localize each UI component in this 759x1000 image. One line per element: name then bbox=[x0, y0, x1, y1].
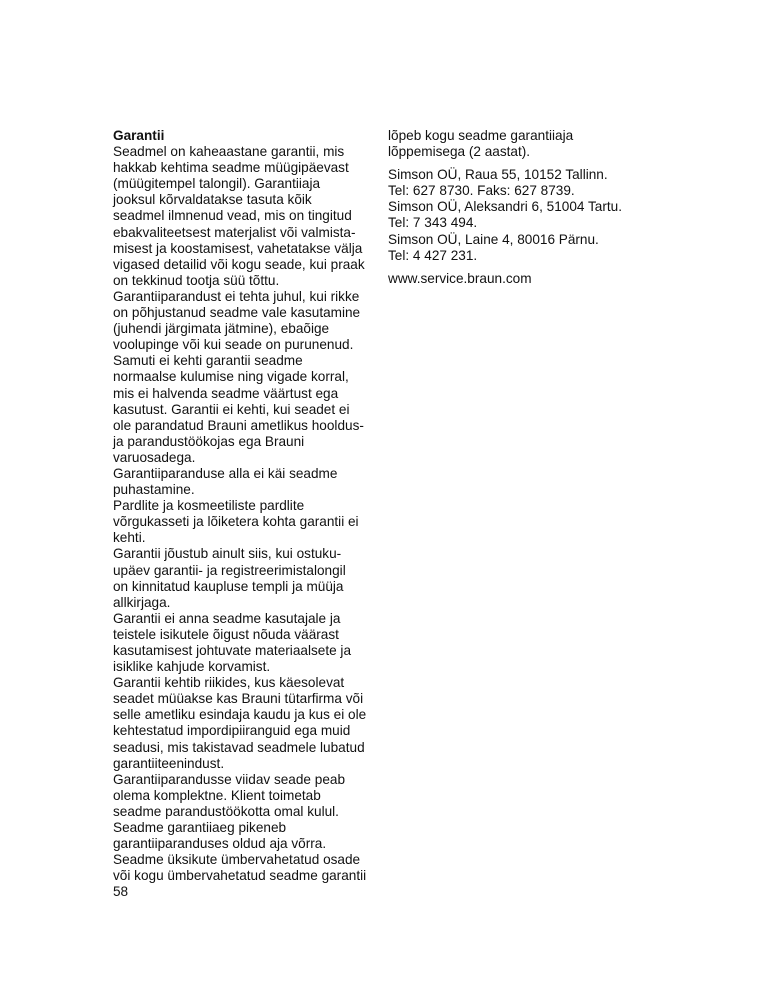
warranty-body bbox=[113, 144, 388, 884]
address-line: Simson OÜ, Laine 4, 80016 Pärnu. bbox=[388, 231, 599, 247]
address-line: Tel: 627 8730. Faks: 627 8739. bbox=[388, 183, 575, 199]
text-line: Pardlite ja kosmeetiliste pardlite bbox=[113, 498, 305, 514]
text-line: kasutust. Garantii ei kehti, kui seadet ei bbox=[113, 401, 350, 417]
text-line: normaalse kulumise ning vigade korral, bbox=[113, 369, 349, 385]
text-line: seadmel ilmnenud vead, mis on tingitud bbox=[113, 208, 352, 224]
text-line: hakkab kehtima seadme müügipäevast bbox=[113, 160, 349, 176]
text-line: vigased detailid või kogu seade, kui praak bbox=[113, 256, 365, 272]
address-line: Simson OÜ, Aleksandri 6, 51004 Tartu. bbox=[388, 199, 622, 215]
text-line: Seadmel on kaheaastane garantii, mis bbox=[113, 144, 345, 160]
address-line: Tel: 4 427 231. bbox=[388, 247, 478, 263]
text-line: varuosadega. bbox=[113, 449, 196, 465]
text-line: Seadme garantiiaeg pikeneb bbox=[113, 820, 287, 836]
text-line: selle ametliku esindaja kaudu ja kus ei ole bbox=[113, 707, 367, 723]
text-line: Samuti ei kehti garantii seadme bbox=[113, 353, 303, 369]
text-line: jooksul kõrvaldatakse tasuta kõik bbox=[113, 192, 312, 208]
text-line: võrgukasseti ja lõiketera kohta garantii ei bbox=[113, 514, 359, 530]
text-line: puhastamine. bbox=[113, 482, 195, 498]
text-line: Garantiiparanduse alla ei käi seadme bbox=[113, 465, 338, 481]
address-line: Tel: 7 343 494. bbox=[388, 215, 478, 231]
text-line: kasutamisest johtuvate materiaalsete ja bbox=[113, 643, 352, 658]
text-line: (müügitempel talongil). Garantiiaja bbox=[113, 176, 321, 192]
website-block bbox=[388, 271, 648, 287]
website-link: www.service.braun.com bbox=[388, 270, 532, 286]
text-line: Seadme üksikute ümbervahetatud osade bbox=[113, 852, 361, 868]
text-line: mis ei halvenda seadme väärtust ega bbox=[113, 385, 339, 401]
address-line: Simson OÜ, Raua 55, 10152 Tallinn. bbox=[388, 167, 608, 183]
text-line: seadusi, mis takistavad seadmele lubatud bbox=[113, 739, 365, 755]
text-line: Garantiiparandusse viidav seade peab bbox=[113, 771, 346, 787]
text-line: lõppemisega (2 aastat). bbox=[388, 144, 531, 160]
text-line: ja parandustöökojas ega Brauni bbox=[113, 433, 305, 449]
text-line: ebakvaliteetsest materjalist või valmista- bbox=[113, 224, 356, 240]
text-line: ole parandatud Brauni ametlikus hooldus- bbox=[113, 417, 364, 433]
text-line: on põhjustanud seadme vale kasutamine bbox=[113, 305, 361, 321]
text-line: on kinnitatud kaupluse templi ja müüja bbox=[113, 578, 344, 594]
text-line: kehtestatud impordipiiranguid ega muid bbox=[113, 723, 351, 739]
text-line: garantiiparanduses oldud aja võrra. bbox=[113, 836, 327, 852]
text-line: kehti. bbox=[113, 530, 146, 546]
warranty-column-left bbox=[113, 128, 388, 884]
warranty-heading: Garantii bbox=[113, 128, 165, 143]
warranty-column-right bbox=[388, 128, 648, 287]
service-addresses bbox=[388, 167, 648, 264]
text-line: Garantiiparandust ei tehta juhul, kui rikke bbox=[113, 288, 360, 304]
text-line: on tekkinud tootja süü tõttu. bbox=[113, 272, 280, 288]
text-line: upäev garantii- ja registreerimistalongil bbox=[113, 562, 346, 578]
text-line: teistele isikutele õigust nõuda väärast bbox=[113, 626, 339, 642]
text-line: olema komplektne. Klient toimetab bbox=[113, 787, 321, 803]
text-line: või kogu ümbervahetatud seadme garantii bbox=[113, 868, 367, 884]
text-line: garantiiteenindust. bbox=[113, 755, 225, 771]
text-line: isiklike kahjude korvamist. bbox=[113, 659, 271, 675]
text-line: seadme parandustöökotta omal kulul. bbox=[113, 803, 339, 819]
text-line: Garantii kehtib riikides, kus käesolevat bbox=[113, 675, 345, 691]
page-number: 58 bbox=[113, 884, 129, 899]
text-line: allkirjaga. bbox=[113, 594, 171, 610]
text-line: lõpeb kogu seadme garantiiaja bbox=[388, 128, 574, 143]
text-line: misest ja koostamisest, vahetatakse välja bbox=[113, 240, 363, 256]
warranty-continuation bbox=[388, 128, 648, 160]
text-line: voolupinge või kui seade on purunenud. bbox=[113, 337, 354, 353]
text-line: (juhendi järgimata jätmine), ebaõige bbox=[113, 321, 330, 337]
text-line: seadet müüakse kas Brauni tütarfirma või bbox=[113, 691, 364, 707]
text-line: Garantii jõustub ainult siis, kui ostuku- bbox=[113, 546, 342, 562]
text-line: Garantii ei anna seadme kasutajale ja bbox=[113, 610, 341, 626]
